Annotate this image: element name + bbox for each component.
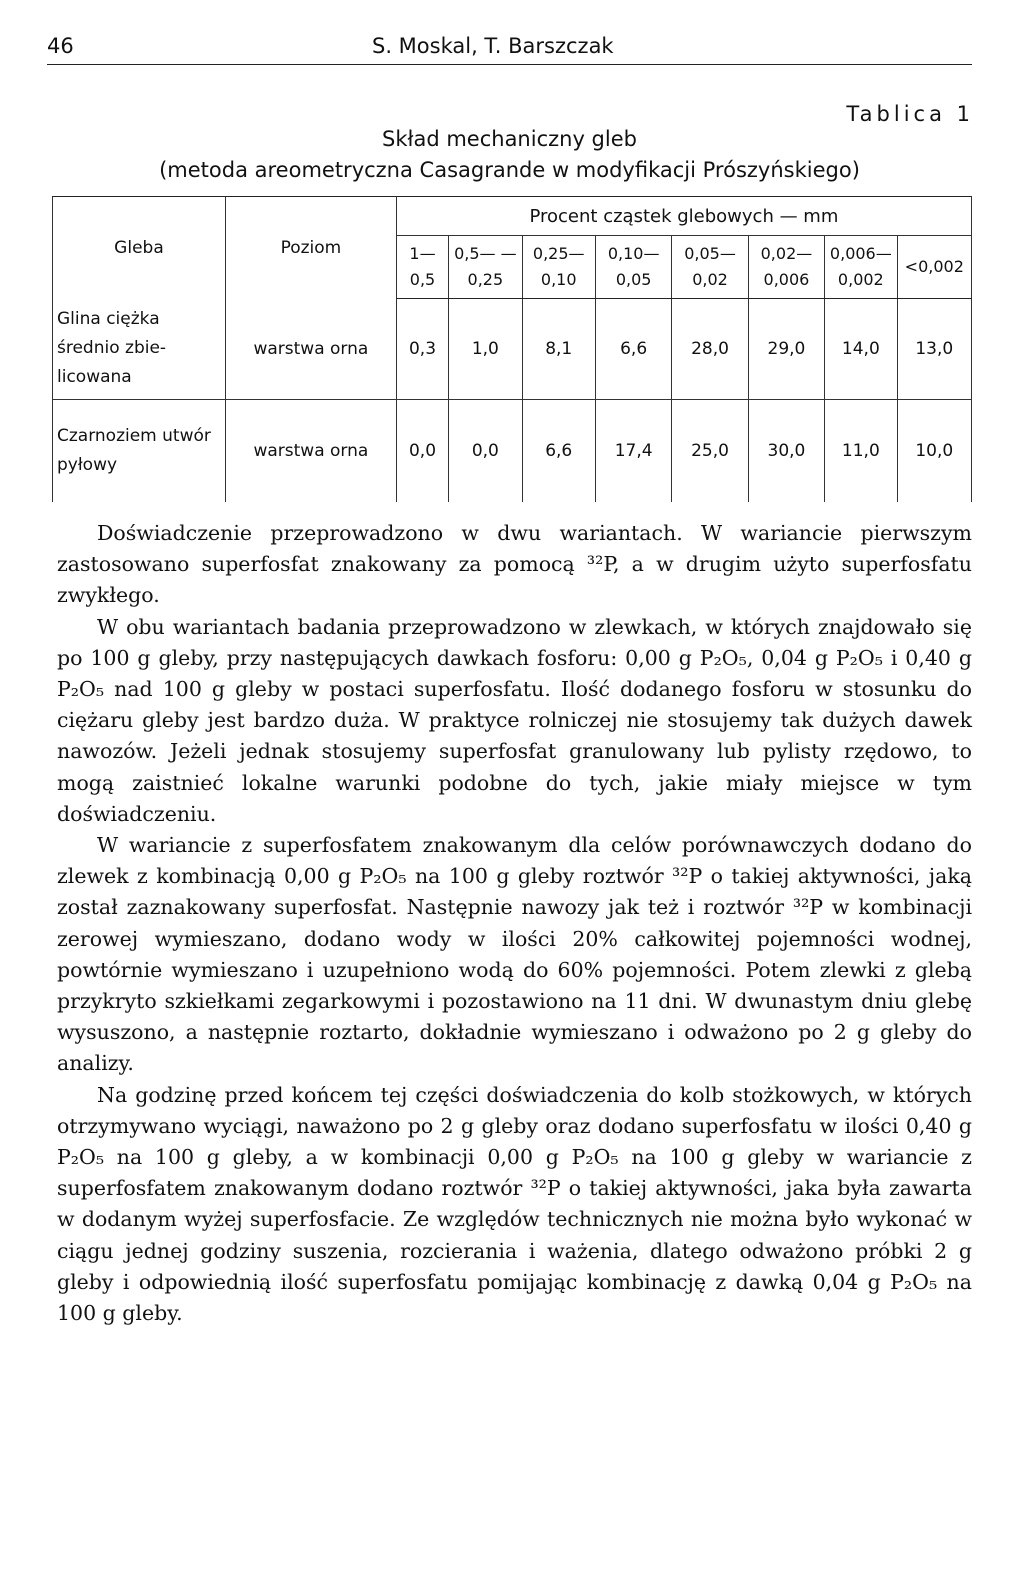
cell-value: 25,0 (672, 400, 748, 503)
table-subtitle: (metoda areometryczna Casagrande w modyfikacji Prószyńskiego) (159, 158, 860, 182)
header-poziom: Poziom (225, 197, 396, 299)
cell-poziom: warstwa orna (225, 400, 396, 503)
soil-composition-table (52, 196, 972, 502)
cell-value: 6,6 (595, 299, 671, 400)
running-header (47, 30, 972, 65)
cell-value: 14,0 (825, 299, 897, 400)
cell-value: 0,0 (396, 400, 448, 503)
cell-poziom: warstwa orna (225, 299, 396, 400)
fraction-header: 0,02— 0,006 (748, 236, 824, 299)
cell-gleba: Glina ciężka średnio zbie- licowana (53, 299, 226, 400)
fraction-header: <0,002 (897, 236, 971, 299)
cell-value: 29,0 (748, 299, 824, 400)
fraction-header: 0,5— —0,25 (449, 236, 522, 299)
page-number: 46 (47, 34, 74, 58)
fraction-header: 1—0,5 (396, 236, 448, 299)
paragraph: Doświadczenie przeprowadzono w dwu wariantach. W wariancie pierwszym zastosowano superfosfat znakowany za pomocą ³²P, a w drugim użyto superfosfatu zwykłego. (57, 521, 972, 608)
paragraph: W obu wariantach badania przeprowadzono w zlewkach, w których znajdowało się po 100 g gleby, przy następujących dawkach fosforu: 0,00 g P₂O₅, 0,04 g P₂O₅ i 0,40 g P₂O₅ nad 100 g gleby w postaci superfosfatu. Ilość dodanego fosforu w stosunku do ciężaru gleby jest bardzo duża. W praktyce rolniczej nie stosujemy tak dużych dawek nawozów. Jeżeli jednak stosujemy superfosfat granulowany lub pylisty rzędowo, to mogą zaistnieć lokalne warunki podobne do tych, jakie miały miejsce w tym doświadczeniu. (57, 614, 972, 826)
paragraph: W wariancie z superfosfatem znakowanym dla celów porównawczych dodano do zlewek z kombinacją 0,00 g P₂O₅ na 100 g gleby roztwór ³²P o takiej aktywności, jaką został zaznakowany superfosfat. Następnie nawozy jak też i roztwór ³²P w kombinacji zerowej wymieszano, dodano wody w ilości 20% całkowitej pojemności wodnej, powtórnie wymieszano i uzupełniono wodą do 60% pojemności. Potem zlewki z glebą przykryto szkiełkami zegarkowymi i pozostawiono na 11 dni. W dwunastym dniu glebę wysuszono, a następnie roztarto, dokładnie wymieszano i odważono po 2 g gleby do analizy. (57, 833, 972, 1076)
cell-value: 13,0 (897, 299, 971, 400)
cell-gleba: Czarnoziem utwór pyłowy (53, 400, 226, 503)
paragraph: Na godzinę przed końcem tej części doświadczenia do kolb stożkowych, w których otrzymywano wyciągi, naważono po 2 g gleby oraz dodano superfosfatu w ilości 0,40 g P₂O₅ na 100 g gleby, a w kombinacji 0,00 g P₂O₅ na 100 g gleby w wariancie z superfosfatem znakowanym dodano roztwór ³²P o takiej aktywności, jaka była zawarta w dodanym wyżej superfosfacie. Ze względów technicznych nie można było wykonać w ciągu jednej godziny suszenia, rozcierania i ważenia, dlatego odważono próbki 2 g gleby i odpowiednią ilość superfosfatu pomijając kombinację z dawką 0,04 g P₂O₅ na 100 g gleby. (57, 1082, 972, 1326)
table-row (53, 299, 972, 400)
cell-value: 11,0 (825, 400, 897, 503)
header-procent: Procent cząstek glebowych — mm (396, 197, 971, 236)
table-row (53, 400, 972, 503)
fraction-header: 0,25— 0,10 (522, 236, 595, 299)
table-label: Tablica 1 (846, 102, 974, 126)
cell-value: 30,0 (748, 400, 824, 503)
table-header-row (53, 197, 972, 236)
running-authors: S. Moskal, T. Barszczak (372, 34, 614, 58)
cell-value: 1,0 (449, 299, 522, 400)
table-title: Skład mechaniczny gleb (382, 127, 637, 151)
fraction-header: 0,006— 0,002 (825, 236, 897, 299)
cell-value: 8,1 (522, 299, 595, 400)
cell-value: 28,0 (672, 299, 748, 400)
cell-value: 0,3 (396, 299, 448, 400)
fraction-header: 0,05— 0,02 (672, 236, 748, 299)
cell-value: 6,6 (522, 400, 595, 503)
fraction-header: 0,10— 0,05 (595, 236, 671, 299)
cell-value: 17,4 (595, 400, 671, 503)
cell-value: 10,0 (897, 400, 971, 503)
body-text (57, 518, 972, 1329)
cell-value: 0,0 (449, 400, 522, 503)
header-gleba: Gleba (53, 197, 226, 299)
